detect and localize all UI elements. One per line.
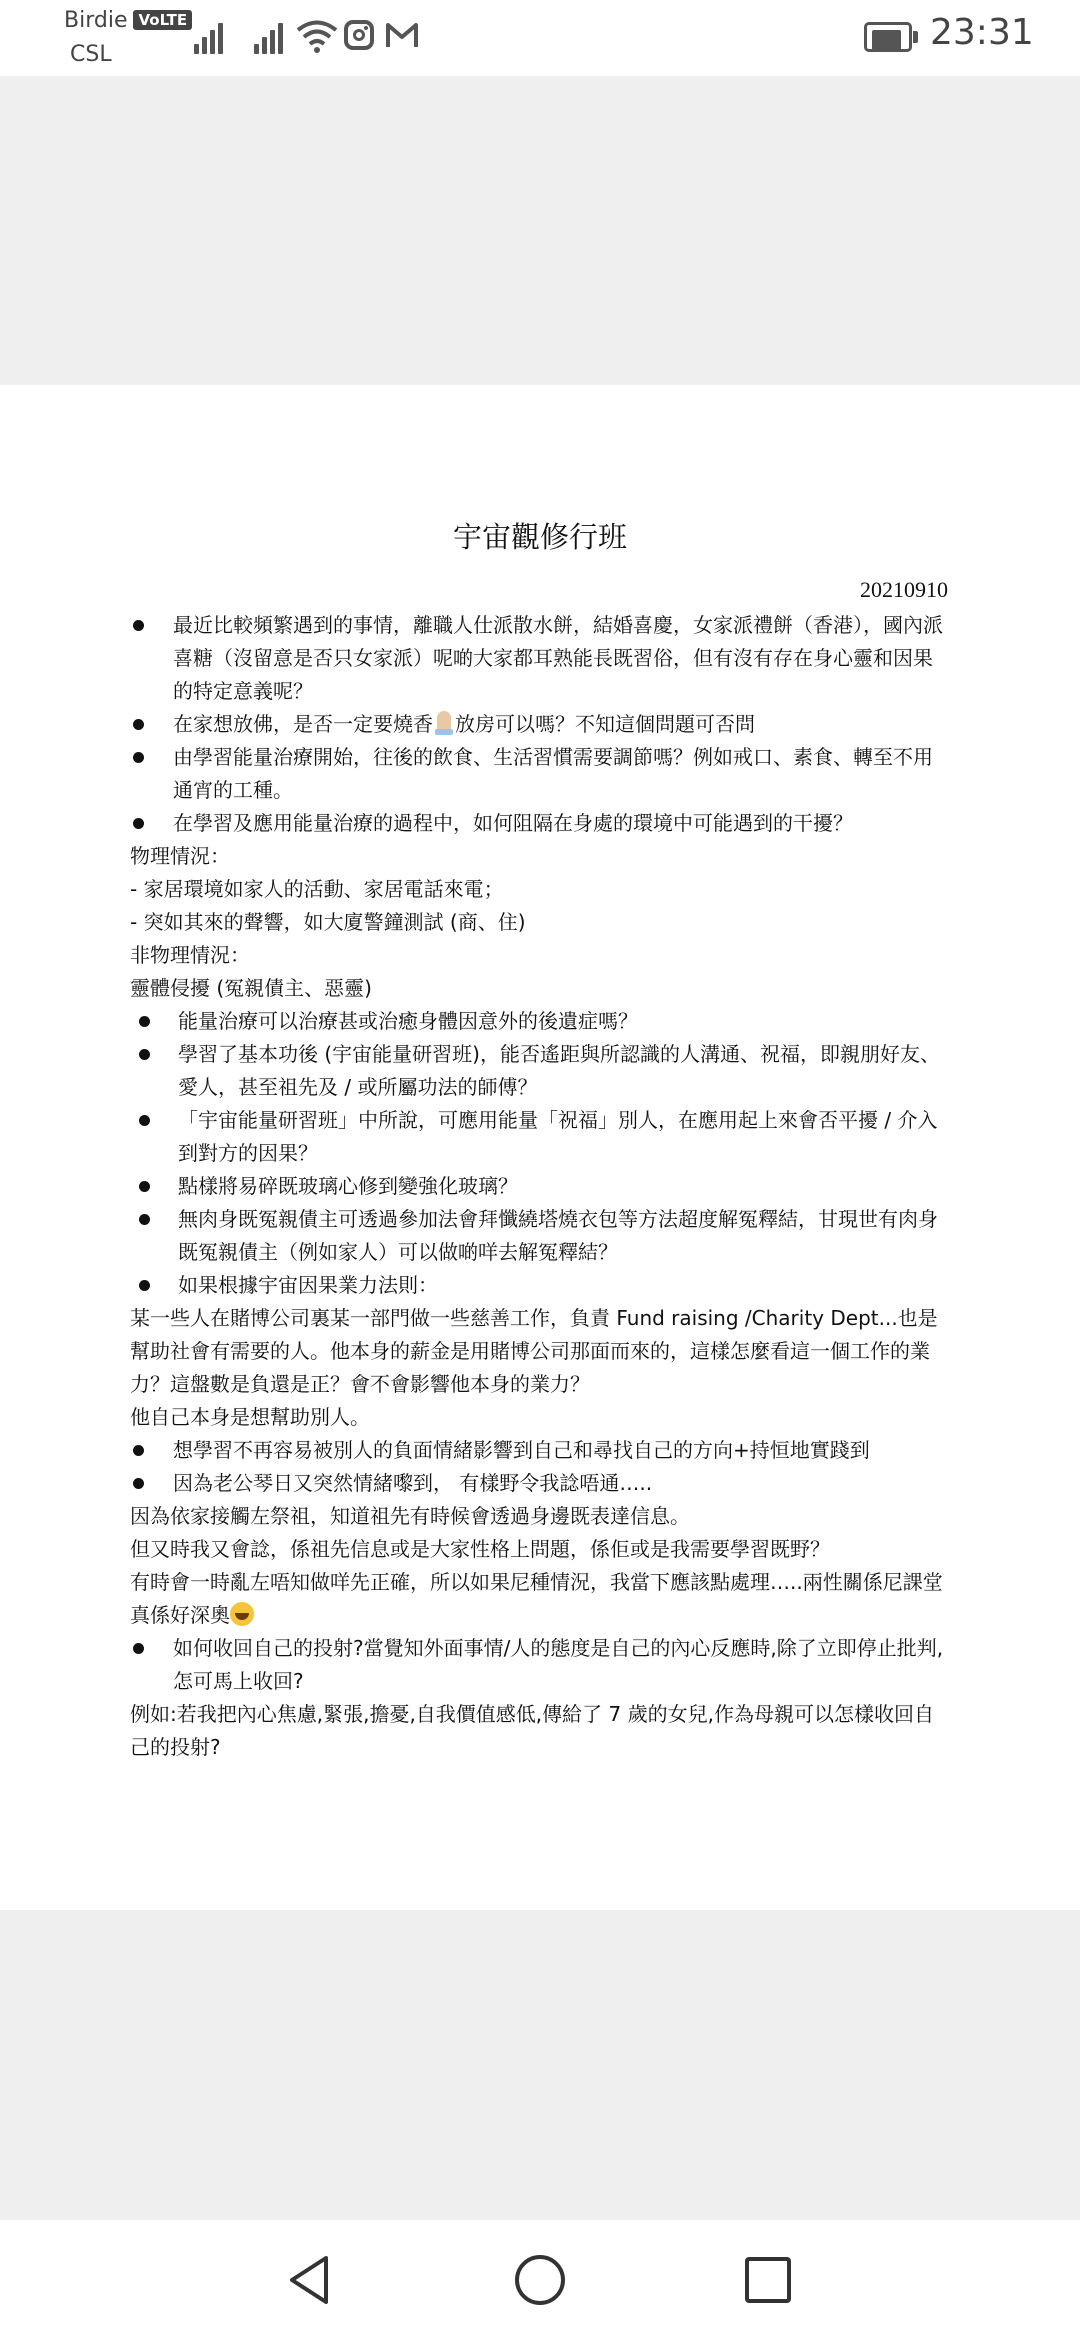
- document-text: 某一些人在賭博公司裏某一部門做一些慈善工作，負責 Fund raising /Charity Dept...也是幫助社會有需要的人。他本身的薪金是用賭博公司那面而來的，這樣怎麼看這一個工作的業力？這盤數是負還是正？會不會影響他本身的業力？: [130, 1306, 938, 1396]
- document-date: 20210910: [860, 577, 948, 602]
- navigation-bar: [0, 2220, 1080, 2340]
- document-text: 非物理情況：: [130, 943, 250, 967]
- document-bullet-item: [130, 807, 948, 840]
- document-text: 點樣將易碎既玻璃心修到變強化玻璃？: [178, 1174, 518, 1198]
- document-body: [130, 609, 948, 1764]
- document-paragraph: [130, 1302, 948, 1401]
- document-bullet-item: [130, 708, 948, 741]
- document-bullet-item: [130, 1203, 948, 1269]
- document-title: 宇宙觀修行班: [452, 520, 627, 554]
- document-text: - 突如其來的聲響，如大廈警鐘測試 (商、住): [130, 910, 526, 934]
- document-paragraph: [130, 1533, 948, 1566]
- document-paragraph: [130, 1500, 948, 1533]
- document-text: 放房可以嗎？不知這個問題可否問: [455, 712, 755, 736]
- carrier-label: Birdie: [64, 8, 128, 33]
- document-bullet-item: [130, 1434, 948, 1467]
- document-text: 如果根據宇宙因果業力法則：: [178, 1273, 438, 1297]
- home-icon[interactable]: [510, 2250, 570, 2310]
- carrier-name: [64, 8, 192, 33]
- document-text: 「宇宙能量研習班」中所說，可應用能量「祝福」別人，在應用起上來會否平擾 / 介入到對方的因果？: [178, 1108, 938, 1165]
- document-text: 但又時我又會諗，係祖先信息或是大家性格上問題，係佢或是我需要學習既野？: [130, 1537, 830, 1561]
- document-bullet-item: [130, 1269, 948, 1302]
- instagram-icon: [344, 20, 374, 50]
- document-bullet-item: [130, 741, 948, 807]
- status-bar: [0, 0, 1080, 76]
- document-text: 學習了基本功後 (宇宙能量研習班)，能否遙距與所認識的人溝通、祝福，即親朋好友、愛人，甚至祖先及 / 或所屬功法的師傅？: [178, 1042, 940, 1099]
- wifi-icon: [296, 18, 338, 54]
- document-bullet-item: [130, 1170, 948, 1203]
- document-bullet-item: [130, 1467, 948, 1500]
- document-text: 因為依家接觸左祭祖，知道祖先有時候會透過身邊既表達信息。: [130, 1504, 690, 1528]
- back-icon[interactable]: [280, 2250, 340, 2310]
- document-paragraph: [130, 840, 948, 873]
- document-text: 在家想放佛，是否一定要燒香: [173, 712, 433, 736]
- document-bullet-item: [130, 1632, 948, 1698]
- document-text: 最近比較頻繁遇到的事情，離職人仕派散水餅，結婚喜慶，女家派禮餅（香港），國內派喜糖（沒留意是否只女家派）呢啲大家都耳熟能長既習俗，但有沒有存在身心靈和因果的特定意義呢？: [173, 613, 943, 703]
- document-text: 靈體侵擾 (冤親債主、惡靈): [130, 976, 372, 1000]
- document-paragraph: [130, 1566, 948, 1632]
- volte-badge: VoLTE: [133, 10, 192, 30]
- document-text: 由學習能量治療開始，往後的飲食、生活習慣需要調節嗎？例如戒口、素食、轉至不用通宵的工種。: [173, 745, 933, 802]
- document-text: 能量治療可以治療甚或治癒身體因意外的後遺症嗎？: [178, 1009, 638, 1033]
- recents-icon[interactable]: [738, 2250, 798, 2310]
- document-page[interactable]: [0, 385, 1080, 1910]
- signal-roaming-icon: [252, 16, 292, 54]
- document-text: 無肉身既冤親債主可透過參加法會拜懺繞塔燒衣包等方法超度解冤釋結，甘現世有肉身既冤親債主（例如家人）可以做啲咩去解冤釋結？: [178, 1207, 938, 1264]
- document-bullet-item: [130, 1005, 948, 1038]
- document-text: 如何收回自己的投射?當覺知外面事情/人的態度是自己的內心反應時,除了立即停止批判,怎可馬上收回?: [173, 1636, 944, 1693]
- document-paragraph: [130, 939, 948, 972]
- document-bullet-item: [130, 1038, 948, 1104]
- document-text: 物理情況：: [130, 844, 230, 868]
- document-text: 因為老公琴日又突然情緒嚟到， 有樣野令我諗唔通…..: [173, 1471, 653, 1495]
- battery-icon: [864, 22, 920, 52]
- document-paragraph: [130, 1401, 948, 1434]
- document-text: 他自己本身是想幫助別人。: [130, 1405, 370, 1429]
- carrier-info: [64, 8, 188, 72]
- laughing-emoji-icon: [230, 1602, 254, 1626]
- praying-hands-emoji-icon: [433, 711, 455, 735]
- document-text: 在學習及應用能量治療的過程中，如何阻隔在身處的環境中可能遇到的干擾？: [173, 811, 853, 835]
- document-text: - 家居環境如家人的活動、家居電話來電；: [130, 877, 504, 901]
- document-text: 有時會一時亂左唔知做咩先正確，所以如果尼種情況，我當下應該點處理…..兩性關係尼課堂真係好深奧: [130, 1570, 943, 1627]
- clock: 23:31: [930, 12, 1034, 53]
- gmail-icon: [385, 20, 419, 50]
- carrier-secondary: CSL: [70, 42, 112, 67]
- document-paragraph: [130, 972, 948, 1005]
- document-text: 想學習不再容易被別人的負面情緒影響到自己和尋找自己的方向+持恒地實踐到: [173, 1438, 870, 1462]
- document-paragraph: [130, 1698, 948, 1764]
- signal-icon: [192, 16, 232, 54]
- document-paragraph: [130, 873, 948, 906]
- document-text: 例如:若我把內心焦慮,緊張,擔憂,自我價值感低,傳給了 7 歲的女兒,作為母親可以怎樣收回自己的投射?: [130, 1702, 934, 1759]
- document-paragraph: [130, 906, 948, 939]
- document-bullet-item: [130, 609, 948, 708]
- document-bullet-item: [130, 1104, 948, 1170]
